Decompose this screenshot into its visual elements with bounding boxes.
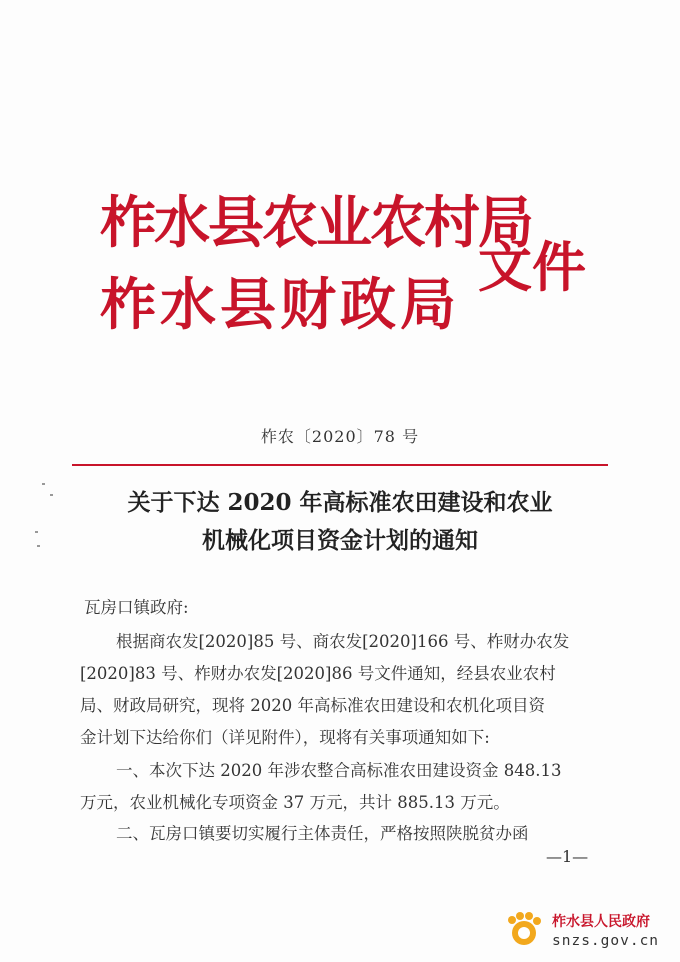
header-org-line2: 柞水县财政局 — [100, 273, 460, 338]
paragraph-2 — [80, 755, 600, 819]
header-doc-type: 文件 — [478, 236, 586, 299]
header-org-line1: 柞水县农业农村局 — [100, 191, 532, 256]
document-number: 柞农〔2020〕78 号 — [260, 427, 420, 446]
scan-speck — [50, 494, 53, 496]
paragraph-3-line: 二、瓦房口镇要切实履行主体责任，严格按照陕脱贫办函 — [116, 824, 529, 843]
paragraph-2-line: 万元，农业机械化专项资金 37 万元，共计 885.13 万元。 — [80, 793, 510, 812]
watermark-site-name: 柞水县人民政府 — [552, 914, 650, 930]
paragraph-1-line: 根据商农发[2020]85 号、商农发[2020]166 号、柞财办农发 — [116, 632, 570, 651]
paragraph-1 — [80, 626, 600, 754]
paragraph-3 — [80, 818, 600, 850]
page-number: —1— — [546, 847, 589, 866]
salutation: 瓦房口镇政府: — [84, 598, 189, 617]
notice-title-line2: 机械化项目资金计划的通知 — [202, 527, 478, 554]
site-watermark — [502, 905, 680, 962]
paragraph-1-line: 金计划下达给你们（详见附件），现将有关事项通知如下: — [80, 728, 490, 747]
header-divider — [72, 464, 608, 466]
scan-speck — [42, 483, 45, 485]
notice-title-line1: 关于下达 2020 年高标准农田建设和农业 — [127, 489, 553, 516]
paragraph-1-line: 局、财政局研究，现将 2020 年高标准农田建设和农机化项目资 — [80, 696, 545, 715]
paragraph-1-line: [2020]83 号、柞财办农发[2020]86 号文件通知，经县农业农村 — [80, 664, 556, 683]
government-logo-icon — [504, 911, 544, 951]
scan-speck — [35, 531, 38, 533]
watermark-site-url: snzs.gov.cn — [552, 933, 660, 949]
scan-speck — [37, 545, 40, 547]
paragraph-2-line: 一、本次下达 2020 年涉农整合高标准农田建设资金 848.13 — [116, 761, 562, 780]
